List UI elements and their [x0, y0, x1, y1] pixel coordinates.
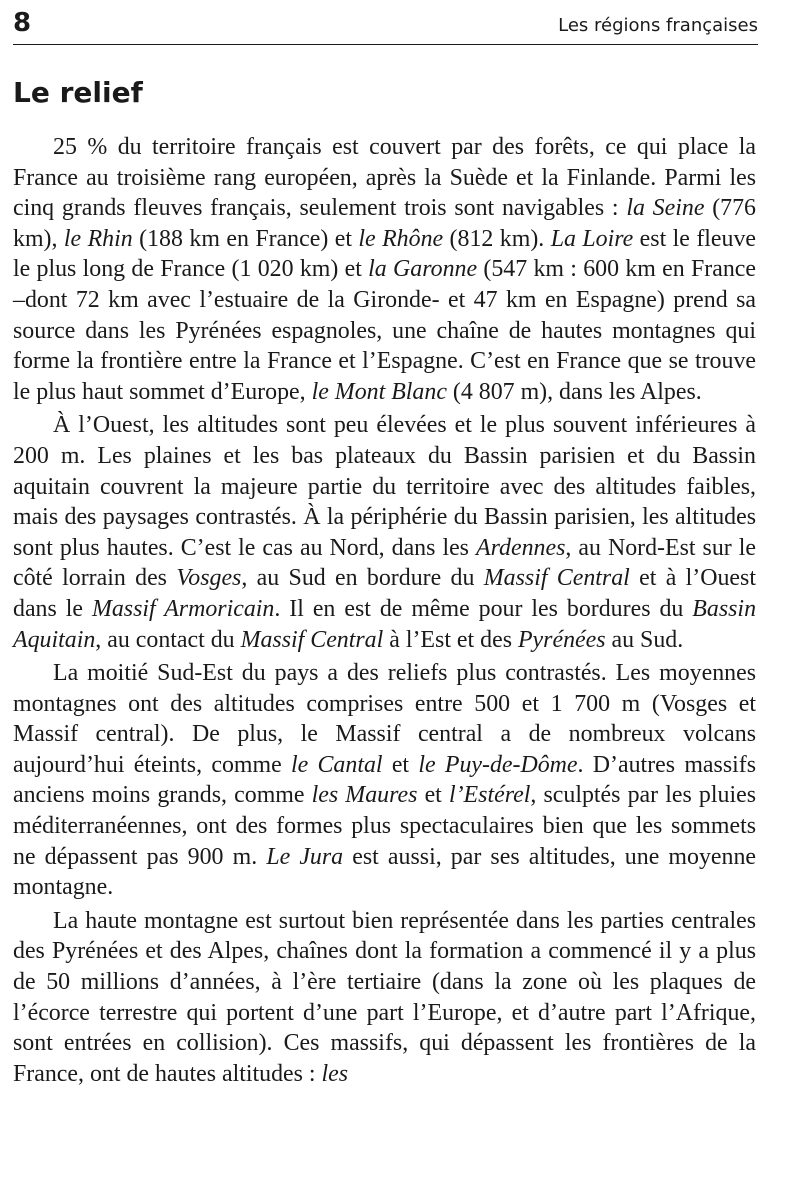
italic-term: Pyrénées	[517, 626, 606, 653]
text-run: (776 km),	[13, 195, 757, 252]
text-run: et	[417, 782, 449, 809]
text-run: 25 % du territoire français est couvert par des forêts, ce qui place la France au troisième rang européen, après la Suède et la Finlande. Parmi les cinq grands fleuves français, seulement trois sont navigables :	[13, 134, 756, 222]
text-run: , au Sud en bordure du	[241, 565, 484, 592]
italic-term: le Puy-de-Dôme	[418, 751, 578, 778]
italic-term: le Rhône	[358, 225, 444, 252]
italic-term: les Maures	[311, 782, 418, 809]
paragraph-southeast-reliefs	[13, 658, 756, 903]
text-run: est le fleuve le plus long de France (1 020 km) et	[13, 225, 757, 283]
italic-term: le Mont Blanc	[311, 378, 447, 405]
text-run: (812 km).	[443, 225, 551, 252]
section-title: Le relief	[13, 76, 143, 109]
paragraph-forests-rivers	[13, 132, 756, 407]
italic-term: l’Estérel	[448, 782, 531, 809]
text-run: est aussi, par ses altitudes, une moyenne montagne.	[13, 843, 756, 901]
page-number: 8	[13, 8, 32, 38]
italic-term: Massif Armoricain	[91, 595, 275, 622]
text-run: . D’autres massifs anciens moins grands, comme	[13, 751, 757, 809]
text-run: . Il en est de même pour les bordures du	[274, 595, 693, 622]
text-run: (188 km en France) et	[132, 225, 359, 252]
italic-term: la Seine	[626, 195, 705, 222]
text-run: (4 807 m), dans les Alpes.	[446, 378, 702, 405]
text-run: La haute montagne est surtout bien représentée dans les parties centrales des Pyrénées et des Alpes, chaînes dont la formation a commencé il y a plus de 50 millions d’années, à l’ère tertiaire (dans la zone où les plaques de l’écorce terrestre qui portent d’une part l’Europe, et d’autre part l’Afrique, sont entrées en collision). Ces massifs, qui dépassent les frontières de la France, ont de hautes altitudes :	[13, 907, 756, 1087]
italic-term: Vosges	[176, 565, 242, 592]
italic-term: Le Jura	[266, 843, 344, 870]
italic-term: le Cantal	[290, 751, 383, 778]
italic-term: la Garonne	[368, 256, 478, 283]
text-run: La moitié Sud-Est du pays a des reliefs plus contrastés. Les moyennes montagnes ont des altitudes comprises entre 500 et 1 700 m (Vosges et Massif central). De plus, le Massif central a de nombreux volcans aujourd’hui éteints, comme	[13, 660, 756, 778]
italic-term: Bassin Aquitain	[13, 595, 757, 653]
italic-term: La Loire	[550, 225, 634, 252]
paragraph-high-mountains	[13, 906, 756, 1120]
running-title: Les régions françaises	[558, 15, 758, 36]
text-run: au Sud.	[605, 626, 684, 653]
text-run: À l’Ouest, les altitudes sont peu élevées et le plus souvent inférieures à 200 m. Les plaines et les bas plateaux du Bassin parisien et du Bassin aquitain couvrent la majeure partie du territoire avec des altitudes faibles, mais des paysages contrastés. À la périphérie du Bassin parisien, les altitudes sont plus hautes. C’est le cas au Nord, dans les	[13, 412, 756, 561]
text-run: , sculptés par les pluies méditerranéennes, ont des formes plus spectaculaires bien que les sommets ne dépassent pas 900 m.	[13, 782, 756, 870]
text-run: , au contact du	[95, 626, 241, 653]
text-run: à l’Est et des	[383, 626, 518, 653]
italic-term: Massif Central	[483, 565, 630, 592]
text-run: , au Nord-Est sur le côté lorrain des	[13, 534, 757, 592]
page-header	[13, 6, 758, 45]
italic-term: Massif Central	[240, 626, 384, 653]
italic-term: Ardennes	[476, 534, 566, 561]
italic-term: les	[321, 1060, 349, 1087]
body-text	[13, 132, 756, 1120]
italic-term: le Rhin	[63, 225, 133, 252]
text-run: et à l’Ouest dans le	[13, 565, 756, 622]
text-run: et	[382, 751, 419, 778]
text-run: (547 km : 600 km en France –dont 72 km avec l’estuaire de la Gironde- et 47 km en Espagne) prend sa source dans les Pyrénées espagnoles, une chaîne de hautes montagnes qui forme la frontière entre la France et l’Espagne. C’est en France que se trouve le plus haut sommet d’Europe,	[13, 256, 756, 405]
paragraph-west-altitudes	[13, 410, 756, 655]
